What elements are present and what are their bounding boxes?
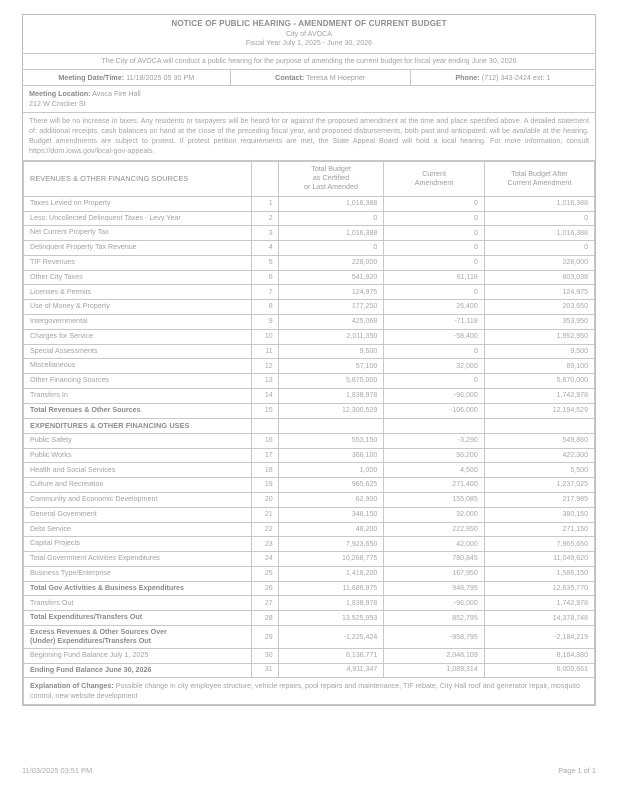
row-value-amendment: 0 <box>384 196 484 211</box>
footer-page-number: Page 1 of 1 <box>558 766 596 775</box>
row-line-number: 13 <box>252 374 278 389</box>
row-value-amendment: 222,950 <box>384 522 484 537</box>
row-line-number: 23 <box>252 537 278 552</box>
row-line-number: 28 <box>252 611 278 626</box>
row-label: General Government <box>24 507 252 522</box>
row-value-after: 422,300 <box>484 448 594 463</box>
row-label <box>24 626 252 649</box>
table-row <box>24 403 595 418</box>
row-value-after: 203,650 <box>484 300 594 315</box>
explanation-of-changes <box>24 677 595 705</box>
row-value-after: 603,038 <box>484 270 594 285</box>
row-value-after: 124,975 <box>484 285 594 300</box>
table-row <box>24 433 595 448</box>
row-value-amendment: 26,400 <box>384 300 484 315</box>
row-label: TIF Revenues <box>24 255 252 270</box>
fiscal-year: Fiscal Year July 1, 2025 - June 30, 2026 <box>245 39 373 48</box>
section-header-expenditures <box>24 418 595 433</box>
budget-table-body <box>24 196 595 705</box>
row-line-number: 3 <box>252 226 278 241</box>
table-row <box>24 388 595 403</box>
table-row <box>24 493 595 508</box>
row-value-after: 1,952,950 <box>484 329 594 344</box>
row-value-amendment: -71,118 <box>384 315 484 330</box>
meeting-location-address: 212 W Crocker St <box>29 98 86 108</box>
row-value-amendment: 32,000 <box>384 507 484 522</box>
city-name: City of AVOCA <box>286 29 332 38</box>
row-value-after: 1,742,978 <box>484 388 594 403</box>
row-label <box>24 649 252 663</box>
table-row <box>24 211 595 226</box>
row-value-after: 353,950 <box>484 315 594 330</box>
row-value-after: 7,965,650 <box>484 537 594 552</box>
row-value-certified: 0 <box>278 211 384 226</box>
row-value-certified: 11,686,975 <box>278 581 384 596</box>
explanation-label: Explanation of Changes: <box>30 681 114 690</box>
row-label: Other Financing Sources <box>24 374 252 389</box>
table-row <box>24 255 595 270</box>
row-value-amendment: 780,845 <box>384 552 484 567</box>
row-line-number: 20 <box>252 493 278 508</box>
row-label: Taxes Levied on Property <box>24 196 252 211</box>
table-row <box>24 315 595 330</box>
row-line-number: 12 <box>252 359 278 374</box>
phone-value: (712) 343-2424 ext: 1 <box>481 72 551 82</box>
row-value-amendment: 0 <box>384 241 484 256</box>
row-line-number: 17 <box>252 448 278 463</box>
row-value-amendment: 0 <box>384 226 484 241</box>
row-value-certified: 228,000 <box>278 255 384 270</box>
page-footer <box>22 766 596 775</box>
row-value-after: 1,016,388 <box>484 226 594 241</box>
row-label-line1: Excess Revenues & Other Sources Over <box>30 628 167 637</box>
table-row <box>24 359 595 374</box>
row-value-amendment: 0 <box>384 211 484 226</box>
row-label: Business Type/Enterprise <box>24 566 252 581</box>
row-line-number: 19 <box>252 478 278 493</box>
row-value-certified: 1,838,978 <box>278 388 384 403</box>
section-header-spacer <box>384 418 484 433</box>
row-label: Use of Money & Property <box>24 300 252 315</box>
row-label-line2: (Under) Expenditures/Transfers Out <box>30 637 152 646</box>
row-value-after: 12,635,770 <box>484 581 594 596</box>
row-value-amendment: 852,795 <box>384 611 484 626</box>
phone-cell <box>411 70 595 86</box>
contact-value: Teresa M Hoepner <box>306 72 366 82</box>
row-value-certified: 425,068 <box>278 315 384 330</box>
table-row <box>24 552 595 567</box>
row-value-certified: 57,100 <box>278 359 384 374</box>
page-title: NOTICE OF PUBLIC HEARING - AMENDMENT OF CURRENT BUDGET <box>171 19 447 28</box>
row-value-amendment: 155,085 <box>384 493 484 508</box>
row-line-number: 29 <box>252 626 278 649</box>
row-label: Debt Service <box>24 522 252 537</box>
row-value-amendment: 56,200 <box>384 448 484 463</box>
row-label: Public Safety <box>24 433 252 448</box>
row-label: Net Current Property Tax <box>24 226 252 241</box>
row-value-certified: 1,000 <box>278 463 384 478</box>
row-value-after: 9,500 <box>484 344 594 359</box>
row-value-amendment: 948,795 <box>384 581 484 596</box>
row-value-certified: 1,016,388 <box>278 196 384 211</box>
row-value-certified: 6,136,771 <box>278 649 384 663</box>
row-line-number: 10 <box>252 329 278 344</box>
row-value-after: 0 <box>484 241 594 256</box>
row-value-amendment: 167,950 <box>384 566 484 581</box>
row-line-number: 2 <box>252 211 278 226</box>
contact-label: Contact: <box>275 72 305 82</box>
row-line-number: 14 <box>252 388 278 403</box>
row-value-after: 12,194,529 <box>484 403 594 418</box>
row-label-line1: Beginning Fund Balance July 1, 2025 <box>30 651 149 660</box>
meeting-datetime-value: 11/18/2025 05 30 PM <box>126 72 195 82</box>
row-value-certified: 124,975 <box>278 285 384 300</box>
row-value-certified: 553,150 <box>278 433 384 448</box>
table-row <box>24 663 595 677</box>
table-row <box>24 522 595 537</box>
row-value-after: 89,100 <box>484 359 594 374</box>
row-value-amendment: -958,795 <box>384 626 484 649</box>
row-label: Charges for Service <box>24 329 252 344</box>
row-label: Special Assessments <box>24 344 252 359</box>
row-value-amendment: -106,000 <box>384 403 484 418</box>
table-row <box>24 596 595 611</box>
table-row <box>24 329 595 344</box>
table-row <box>24 463 595 478</box>
row-label: Transfers Out <box>24 596 252 611</box>
budget-notice-document <box>22 14 596 706</box>
row-value-certified: 348,150 <box>278 507 384 522</box>
row-label: Total Government Activities Expenditures <box>24 552 252 567</box>
row-line-number: 15 <box>252 403 278 418</box>
row-value-after: 380,150 <box>484 507 594 522</box>
row-line-number: 8 <box>252 300 278 315</box>
row-line-number: 30 <box>252 649 278 663</box>
row-value-amendment: 4,500 <box>384 463 484 478</box>
row-value-amendment: 61,118 <box>384 270 484 285</box>
row-value-certified: 7,923,650 <box>278 537 384 552</box>
row-value-certified: 5,870,000 <box>278 374 384 389</box>
row-value-after: 217,985 <box>484 493 594 508</box>
row-value-amendment: -58,400 <box>384 329 484 344</box>
hearing-purpose-text: The City of AVOCA will conduct a public hearing for the purpose of amending the current budget for fiscal year ending June 30, 2026 <box>23 54 595 70</box>
row-value-certified: 9,500 <box>278 344 384 359</box>
row-value-after: 1,237,025 <box>484 478 594 493</box>
table-row <box>24 626 595 649</box>
row-value-after: -2,184,219 <box>484 626 594 649</box>
row-label: Intergovernmental <box>24 315 252 330</box>
table-row <box>24 566 595 581</box>
row-value-after: 549,860 <box>484 433 594 448</box>
table-row <box>24 581 595 596</box>
section-header-spacer <box>252 418 278 433</box>
row-label: Transfers In <box>24 388 252 403</box>
section-header-label: EXPENDITURES & OTHER FINANCING USES <box>24 418 252 433</box>
row-value-after: 8,184,880 <box>484 649 594 663</box>
meeting-location-value: Avoca Fire Hall <box>92 88 141 98</box>
col-header-total-certified-line3: or Last Amended <box>303 183 358 192</box>
row-value-after: 5,870,000 <box>484 374 594 389</box>
table-row <box>24 285 595 300</box>
row-value-certified: 0 <box>278 241 384 256</box>
row-value-certified: 1,838,978 <box>278 596 384 611</box>
col-header-line-number <box>252 161 278 196</box>
row-value-after: 0 <box>484 211 594 226</box>
row-value-after: 14,378,748 <box>484 611 594 626</box>
row-value-certified: 62,900 <box>278 493 384 508</box>
row-value-amendment: 0 <box>384 255 484 270</box>
budget-table <box>23 161 595 706</box>
public-notice-text: There will be no increase in taxes. Any residents or taxpayers will be heard for or against the proposed amendment at the time and place specified above. A detailed statement of: additional receipts, cash balances on hand at the close of the preceding fiscal year, and proposed disbursements, both past and anticipated, will be available at the hearing. Budget amendments are subject to protest. If protest petition requirements are met, the State Appeal Board will hold a local hearing. For more information, consult https://dom.iowa.gov/local-gov-appeals. <box>23 113 595 161</box>
row-line-number: 26 <box>252 581 278 596</box>
row-label: Capital Projects <box>24 537 252 552</box>
meeting-datetime-label: Meeting Date/Time: <box>58 72 125 82</box>
row-line-number: 4 <box>252 241 278 256</box>
col-header-total-certified-line1: Total Budget <box>311 164 351 173</box>
row-value-certified: 12,300,529 <box>278 403 384 418</box>
row-line-number: 16 <box>252 433 278 448</box>
table-row <box>24 226 595 241</box>
row-value-amendment: 0 <box>384 285 484 300</box>
row-value-certified: 48,200 <box>278 522 384 537</box>
meeting-info-row <box>23 70 595 87</box>
col-header-total-certified <box>278 161 384 196</box>
col-header-current-amendment-line1: Current <box>422 169 446 178</box>
row-value-after: 5,500 <box>484 463 594 478</box>
row-label: Culture and Recreation <box>24 478 252 493</box>
table-header-row <box>24 161 595 196</box>
table-row <box>24 344 595 359</box>
footer-timestamp: 11/03/2025 03:51 PM <box>22 766 93 775</box>
row-value-certified: 4,911,347 <box>278 663 384 677</box>
section-header-spacer <box>278 418 384 433</box>
row-line-number: 6 <box>252 270 278 285</box>
row-value-after: 1,586,150 <box>484 566 594 581</box>
table-row <box>24 270 595 285</box>
row-label-line1: Ending Fund Balance June 30, 2026 <box>30 665 152 674</box>
notice-title-band <box>23 15 595 54</box>
table-row <box>24 611 595 626</box>
row-line-number: 11 <box>252 344 278 359</box>
row-label <box>24 663 252 677</box>
row-label: Total Gov Activities & Business Expenditures <box>24 581 252 596</box>
row-value-after: 11,049,620 <box>484 552 594 567</box>
col-header-total-certified-line2: as Certified <box>312 174 350 183</box>
row-value-certified: 13,525,953 <box>278 611 384 626</box>
row-line-number: 31 <box>252 663 278 677</box>
row-value-amendment: 1,089,314 <box>384 663 484 677</box>
explanation-text: Possible change in city employee structure, vehicle repairs, pool repairs and maintenance, TIF rebate, City Hall roof and generator repair, mosquito control, new website development <box>30 681 580 700</box>
row-value-after: 6,000,661 <box>484 663 594 677</box>
row-value-certified: 10,268,775 <box>278 552 384 567</box>
row-line-number: 21 <box>252 507 278 522</box>
meeting-location-band <box>23 86 595 112</box>
row-label: Community and Economic Development <box>24 493 252 508</box>
col-header-total-after-line1: Total Budget After <box>511 169 568 178</box>
row-value-certified: 1,016,388 <box>278 226 384 241</box>
row-line-number: 9 <box>252 315 278 330</box>
row-value-after: 271,150 <box>484 522 594 537</box>
table-row <box>24 374 595 389</box>
row-value-amendment: 0 <box>384 374 484 389</box>
meeting-datetime-cell <box>23 70 231 86</box>
row-value-amendment: 42,000 <box>384 537 484 552</box>
row-value-after: 1,742,978 <box>484 596 594 611</box>
row-label: Miscellaneous <box>24 359 252 374</box>
row-line-number: 18 <box>252 463 278 478</box>
row-value-after: 1,016,388 <box>484 196 594 211</box>
row-value-amendment: -96,000 <box>384 388 484 403</box>
row-value-amendment: 32,000 <box>384 359 484 374</box>
phone-label: Phone: <box>455 72 480 82</box>
section-header-spacer <box>484 418 594 433</box>
col-header-revenues: REVENUES & OTHER FINANCING SOURCES <box>24 161 252 196</box>
row-value-amendment: 0 <box>384 344 484 359</box>
meeting-location-label: Meeting Location: <box>29 88 91 98</box>
row-label: Licenses & Permits <box>24 285 252 300</box>
row-value-certified: 541,920 <box>278 270 384 285</box>
table-row <box>24 196 595 211</box>
table-row <box>24 478 595 493</box>
table-row <box>24 649 595 663</box>
row-line-number: 5 <box>252 255 278 270</box>
row-label: Health and Social Services <box>24 463 252 478</box>
row-value-after: 228,000 <box>484 255 594 270</box>
row-value-amendment: 271,400 <box>384 478 484 493</box>
row-line-number: 22 <box>252 522 278 537</box>
row-value-certified: 965,625 <box>278 478 384 493</box>
contact-cell <box>231 70 411 86</box>
row-line-number: 25 <box>252 566 278 581</box>
col-header-total-after-line2: Current Amendment <box>507 178 572 187</box>
col-header-current-amendment <box>384 161 484 196</box>
table-row <box>24 507 595 522</box>
row-label: Total Revenues & Other Sources <box>24 403 252 418</box>
col-header-total-after <box>484 161 594 196</box>
row-line-number: 7 <box>252 285 278 300</box>
row-value-amendment: 2,048,109 <box>384 649 484 663</box>
row-value-amendment: -3,290 <box>384 433 484 448</box>
row-value-certified: -1,225,424 <box>278 626 384 649</box>
table-row <box>24 241 595 256</box>
row-label: Other City Taxes <box>24 270 252 285</box>
row-label: Public Works <box>24 448 252 463</box>
row-value-certified: 1,418,200 <box>278 566 384 581</box>
explanation-row <box>24 677 595 705</box>
col-header-current-amendment-line2: Amendment <box>414 178 454 187</box>
row-line-number: 27 <box>252 596 278 611</box>
table-row <box>24 448 595 463</box>
row-value-amendment: -96,000 <box>384 596 484 611</box>
table-row <box>24 300 595 315</box>
row-value-certified: 2,011,350 <box>278 329 384 344</box>
row-line-number: 24 <box>252 552 278 567</box>
row-value-certified: 366,100 <box>278 448 384 463</box>
row-label: Total Expenditures/Transfers Out <box>24 611 252 626</box>
row-label: Less: Uncollected Delinquent Taxes - Levy Year <box>24 211 252 226</box>
row-label: Delinquent Property Tax Revenue <box>24 241 252 256</box>
row-value-certified: 177,250 <box>278 300 384 315</box>
row-line-number: 1 <box>252 196 278 211</box>
table-row <box>24 537 595 552</box>
